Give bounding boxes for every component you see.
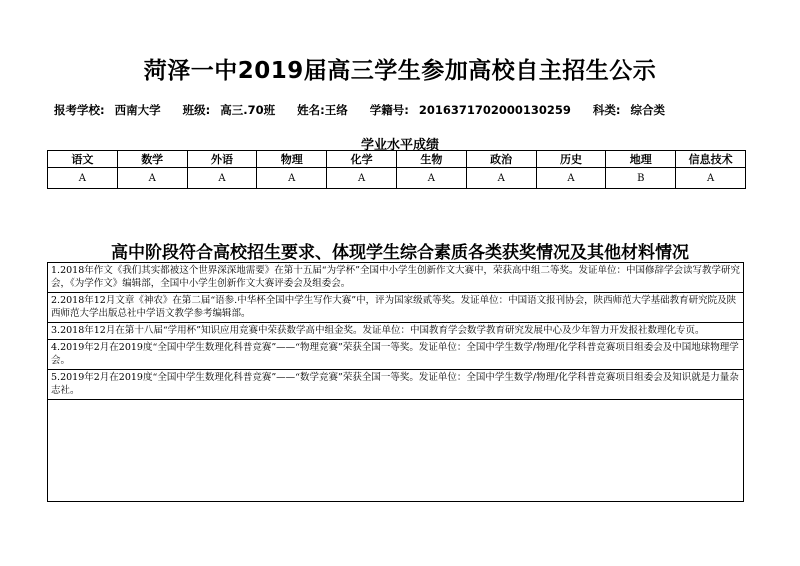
subject-header: 外语 bbox=[187, 151, 257, 168]
grade-cell: A bbox=[536, 168, 606, 189]
name-label: 姓名: bbox=[297, 103, 325, 117]
subject-header: 语文 bbox=[48, 151, 118, 168]
grades-title: 学业水平成绩 bbox=[360, 138, 439, 153]
grade-cell: A bbox=[187, 168, 257, 189]
grade-cell: B bbox=[606, 168, 676, 189]
class-value: 高三.70班 bbox=[220, 103, 276, 117]
subject-header: 化学 bbox=[327, 151, 397, 168]
school-label: 报考学校: bbox=[54, 103, 105, 117]
awards-box bbox=[47, 262, 744, 502]
award-item: 2.2018年12月文章《神农》在第二届“语参.中华杯全国中学生写作大赛”中，评为国家级贰等奖。发证单位：中国语文报刊协会，陕西师范大学基础教育研究院及陕西师范大学出版总社中学语文教学参考编辑部。 bbox=[48, 293, 743, 323]
student-id-value: 2016371702000130259 bbox=[418, 103, 571, 117]
class-label: 班级: bbox=[182, 103, 211, 117]
subject-header: 数学 bbox=[117, 151, 187, 168]
subject-header: 地理 bbox=[606, 151, 676, 168]
school-value: 西南大学 bbox=[114, 103, 161, 117]
student-id-label: 学籍号: bbox=[369, 103, 409, 117]
subject-header: 历史 bbox=[536, 151, 606, 168]
subject-header: 政治 bbox=[466, 151, 536, 168]
award-item: 4.2019年2月在2019度“全国中学生数理化科普竞赛”——“物理竞赛”荣获全国一等奖。发证单位：全国中学生数学/物理/化学科普竞赛项目组委会及中国地球物理学会。 bbox=[48, 340, 743, 370]
grade-cell: A bbox=[466, 168, 536, 189]
grade-cell: A bbox=[676, 168, 746, 189]
subject-header: 信息技术 bbox=[676, 151, 746, 168]
award-item: 3.2018年12月在第十八届“学用杯”知识应用竞赛中荣获数学高中组金奖。发证单位：中国教育学会数学教育研究发展中心及少年智力开发报社数理化专页。 bbox=[48, 323, 743, 340]
subject-header: 生物 bbox=[396, 151, 466, 168]
grade-cell: A bbox=[327, 168, 397, 189]
grade-cell: A bbox=[396, 168, 466, 189]
page-title: 菏泽一中2019届高三学生参加高校自主招生公示 bbox=[143, 58, 657, 84]
grade-cell: A bbox=[48, 168, 118, 189]
award-item: 5.2019年2月在2019度“全国中学生数理化科普竞赛”——“数学竞赛”荣获全国一等奖。发证单位：全国中学生数学/物理/化学科普竞赛项目组委会及知识就是力量杂志社。 bbox=[48, 370, 743, 400]
awards-list bbox=[48, 263, 743, 400]
grade-cell: A bbox=[257, 168, 327, 189]
award-item: 1.2018年作文《我们其实都被这个世界深深地需要》在第十五届“为学杯”全国中小学生创新作文大赛中，荣获高中组二等奖。发证单位：中国修辞学会读写教学研究会，《为学作文》编辑部，全国中小学生创新作文大赛评委会及组委会。 bbox=[48, 263, 743, 293]
grade-cell: A bbox=[117, 168, 187, 189]
name-value: 王络 bbox=[324, 103, 348, 117]
subject-type-label: 科类: bbox=[592, 103, 621, 117]
subject-type-value: 综合类 bbox=[630, 103, 666, 117]
subject-header: 物理 bbox=[257, 151, 327, 168]
grades-table bbox=[47, 150, 746, 189]
awards-title: 高中阶段符合高校招生要求、体现学生综合素质各类获奖情况及其他材料情况 bbox=[111, 243, 689, 263]
student-info bbox=[54, 102, 683, 118]
grades-header-row bbox=[48, 151, 746, 168]
grades-score-row bbox=[48, 168, 746, 189]
